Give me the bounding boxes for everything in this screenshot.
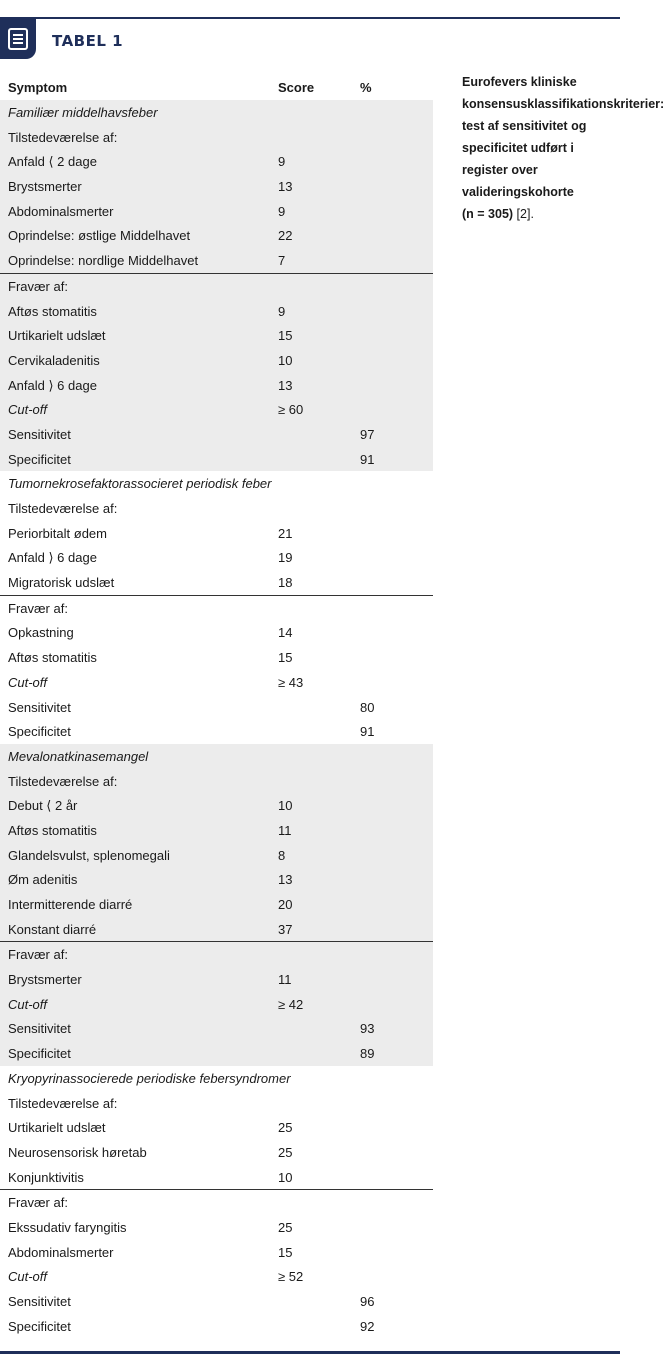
caption-text: Eurofevers kliniske konsensusklassifikationskriterier: test af sensitivitet og specificitet udført i register over valideringskohorte — [462, 75, 664, 199]
symptom-cell: Brystsmerter — [8, 972, 82, 988]
section-title: Tumornekrosefaktorassocieret periodisk feber — [8, 476, 272, 492]
section-title: Kryopyrinassocierede periodiske febersyndromer — [8, 1070, 291, 1086]
table-row — [0, 174, 433, 199]
specificity-label: Specificitet — [8, 724, 71, 740]
table-row — [0, 892, 433, 917]
section-present-block — [0, 744, 433, 942]
sensitivity-row — [0, 695, 433, 720]
section-absent-block — [0, 273, 433, 472]
score-cell: 10 — [278, 352, 293, 368]
table-head — [0, 74, 433, 100]
table-row — [0, 793, 433, 818]
table-row — [0, 1115, 433, 1140]
label-row — [0, 942, 433, 967]
score-cell: 13 — [278, 179, 293, 195]
table-row — [0, 348, 433, 373]
absent-label: Fravær af: — [8, 600, 68, 616]
symptom-cell: Oprindelse: nordlige Middelhavet — [8, 253, 199, 269]
score-cell: 9 — [278, 154, 286, 170]
score-cell: 8 — [278, 847, 286, 863]
specificity-row — [0, 719, 433, 744]
section-title-row — [0, 471, 433, 496]
score-cell: 25 — [278, 1144, 293, 1160]
section-title-row — [0, 100, 433, 125]
symptom-cell: Opkastning — [8, 625, 74, 641]
present-label: Tilstedeværelse af: — [8, 129, 118, 145]
score-cell: 15 — [278, 328, 293, 344]
score-cell: 20 — [278, 897, 293, 912]
table-row — [0, 917, 433, 942]
label-row — [0, 496, 433, 521]
cutoff-value: ≥ 52 — [278, 1269, 304, 1285]
score-cell: 11 — [278, 822, 292, 838]
cutoff-label: Cut-off — [8, 402, 48, 418]
score-cell: 15 — [278, 650, 293, 666]
table-row — [0, 620, 433, 645]
symptom-cell: Anfald ⟩ 6 dage — [8, 377, 97, 393]
section-present-block — [0, 471, 433, 594]
specificity-value: 89 — [360, 1046, 375, 1062]
score-cell: 37 — [278, 921, 293, 937]
symptom-cell: Anfald ⟩ 6 dage — [8, 550, 97, 566]
table-caption — [462, 71, 664, 225]
symptom-cell: Ekssudativ faryngitis — [8, 1219, 127, 1235]
specificity-label: Specificitet — [8, 451, 71, 467]
absent-label: Fravær af: — [8, 947, 68, 963]
specificity-value: 91 — [360, 724, 375, 740]
sensitivity-label: Sensitivitet — [8, 1021, 71, 1037]
score-cell: 15 — [278, 1244, 293, 1260]
sensitivity-label: Sensitivitet — [8, 699, 71, 715]
symptom-cell: Konstant diarré — [8, 921, 97, 937]
section-absent-block — [0, 941, 433, 1065]
symptom-cell: Konjunktivitis — [8, 1169, 84, 1185]
bottom-rule — [0, 1351, 620, 1354]
cutoff-label: Cut-off — [8, 674, 48, 690]
col-header-score: Score — [278, 80, 315, 95]
present-label: Tilstedeværelse af: — [8, 773, 118, 789]
table-row — [0, 248, 433, 273]
symptom-cell: Oprindelse: østlige Middelhavet — [8, 228, 191, 244]
symptom-cell: Anfald ⟨ 2 dage — [8, 154, 97, 170]
label-row — [0, 1190, 433, 1215]
symptom-cell: Neurosensorisk høretab — [8, 1144, 147, 1160]
sensitivity-label: Sensitivitet — [8, 1294, 71, 1309]
symptom-cell: Aftøs stomatitis — [8, 650, 97, 666]
score-cell: 7 — [278, 253, 286, 269]
symptom-cell: Debut ⟨ 2 år — [8, 798, 78, 814]
section-present-block — [0, 1066, 433, 1189]
label-row — [0, 1091, 433, 1116]
table-row — [0, 545, 433, 570]
specificity-row — [0, 1314, 433, 1339]
table-row — [0, 1215, 433, 1240]
table-row — [0, 843, 433, 868]
col-header-percent: % — [360, 80, 372, 95]
document-list-icon — [0, 19, 36, 59]
score-cell: 19 — [278, 550, 293, 566]
table-row — [0, 645, 433, 670]
score-cell: 9 — [278, 303, 286, 319]
sensitivity-value: 93 — [360, 1021, 375, 1037]
cutoff-row — [0, 992, 433, 1017]
score-cell: 25 — [278, 1120, 293, 1136]
symptom-cell: Cervikaladenitis — [8, 352, 100, 368]
score-cell: 13 — [278, 377, 293, 393]
specificity-row — [0, 1041, 433, 1066]
score-cell: 10 — [278, 798, 293, 814]
score-cell: 22 — [278, 228, 293, 244]
score-cell: 18 — [278, 575, 293, 591]
section-title: Familiær middelhavsfeber — [8, 105, 158, 120]
table-row — [0, 199, 433, 224]
cutoff-label: Cut-off — [8, 1269, 48, 1285]
table-row — [0, 149, 433, 174]
symptom-cell: Øm adenitis — [8, 872, 78, 888]
cutoff-label: Cut-off — [8, 996, 48, 1012]
section-absent-block — [0, 595, 433, 744]
cutoff-value: ≥ 60 — [278, 402, 304, 418]
section-title-row — [0, 1066, 433, 1091]
label-row — [0, 769, 433, 794]
label-row — [0, 125, 433, 150]
symptom-cell: Migratorisk udslæt — [8, 575, 115, 591]
cutoff-row — [0, 670, 433, 695]
criteria-table — [0, 74, 433, 1338]
table-row — [0, 818, 433, 843]
symptom-cell: Urtikarielt udslæt — [8, 328, 106, 344]
score-cell: 21 — [278, 525, 293, 541]
sensitivity-row — [0, 422, 433, 447]
section-title-row — [0, 744, 433, 769]
table-row — [0, 373, 433, 398]
symptom-cell: Abdominalsmerter — [8, 1244, 114, 1260]
cutoff-row — [0, 397, 433, 422]
caption-sample: (n = 305) — [462, 207, 514, 221]
sensitivity-row — [0, 1016, 433, 1041]
table-row — [0, 1240, 433, 1265]
absent-label: Fravær af: — [8, 278, 68, 294]
score-cell: 9 — [278, 203, 286, 219]
section-title: Mevalonatkinasemangel — [8, 748, 149, 764]
specificity-value: 91 — [360, 451, 375, 467]
section-absent-block — [0, 1189, 433, 1338]
label-row — [0, 274, 433, 299]
present-label: Tilstedeværelse af: — [8, 1095, 118, 1111]
symptom-cell: Glandelsvulst, splenomegali — [8, 847, 170, 863]
label-row — [0, 596, 433, 621]
symptom-cell: Intermitterende diarré — [8, 897, 133, 912]
specificity-row — [0, 447, 433, 472]
symptom-cell: Aftøs stomatitis — [8, 822, 97, 838]
table-title: TABEL 1 — [52, 32, 124, 50]
score-cell: 10 — [278, 1169, 293, 1185]
table-row — [0, 967, 433, 992]
absent-label: Fravær af: — [8, 1195, 68, 1211]
score-cell: 13 — [278, 872, 293, 888]
table-row — [0, 1165, 433, 1190]
table-row — [0, 570, 433, 595]
sensitivity-row — [0, 1289, 433, 1314]
table-header — [0, 19, 620, 63]
symptom-cell: Urtikarielt udslæt — [8, 1120, 106, 1136]
symptom-cell: Brystsmerter — [8, 179, 82, 195]
specificity-label: Specificitet — [8, 1046, 71, 1062]
sensitivity-value: 96 — [360, 1294, 375, 1309]
specificity-label: Specificitet — [8, 1318, 71, 1334]
sensitivity-value: 80 — [360, 699, 375, 715]
col-header-symptom: Symptom — [8, 80, 68, 95]
sensitivity-value: 97 — [360, 426, 375, 442]
cutoff-row — [0, 1264, 433, 1289]
table-row — [0, 299, 433, 324]
symptom-cell: Aftøs stomatitis — [8, 303, 97, 319]
score-cell: 14 — [278, 625, 293, 641]
sensitivity-label: Sensitivitet — [8, 426, 71, 442]
caption-reference: [2]. — [516, 207, 534, 221]
table-row — [0, 867, 433, 892]
table-row — [0, 521, 433, 546]
table-row — [0, 323, 433, 348]
cutoff-value: ≥ 43 — [278, 674, 304, 690]
symptom-cell: Periorbitalt ødem — [8, 525, 107, 541]
specificity-value: 92 — [360, 1318, 375, 1334]
cutoff-value: ≥ 42 — [278, 996, 304, 1012]
score-cell: 25 — [278, 1219, 293, 1235]
symptom-cell: Abdominalsmerter — [8, 203, 114, 219]
section-present-block — [0, 100, 433, 273]
table-row — [0, 1140, 433, 1165]
score-cell: 11 — [278, 972, 292, 988]
present-label: Tilstedeværelse af: — [8, 501, 118, 516]
table-row — [0, 223, 433, 248]
